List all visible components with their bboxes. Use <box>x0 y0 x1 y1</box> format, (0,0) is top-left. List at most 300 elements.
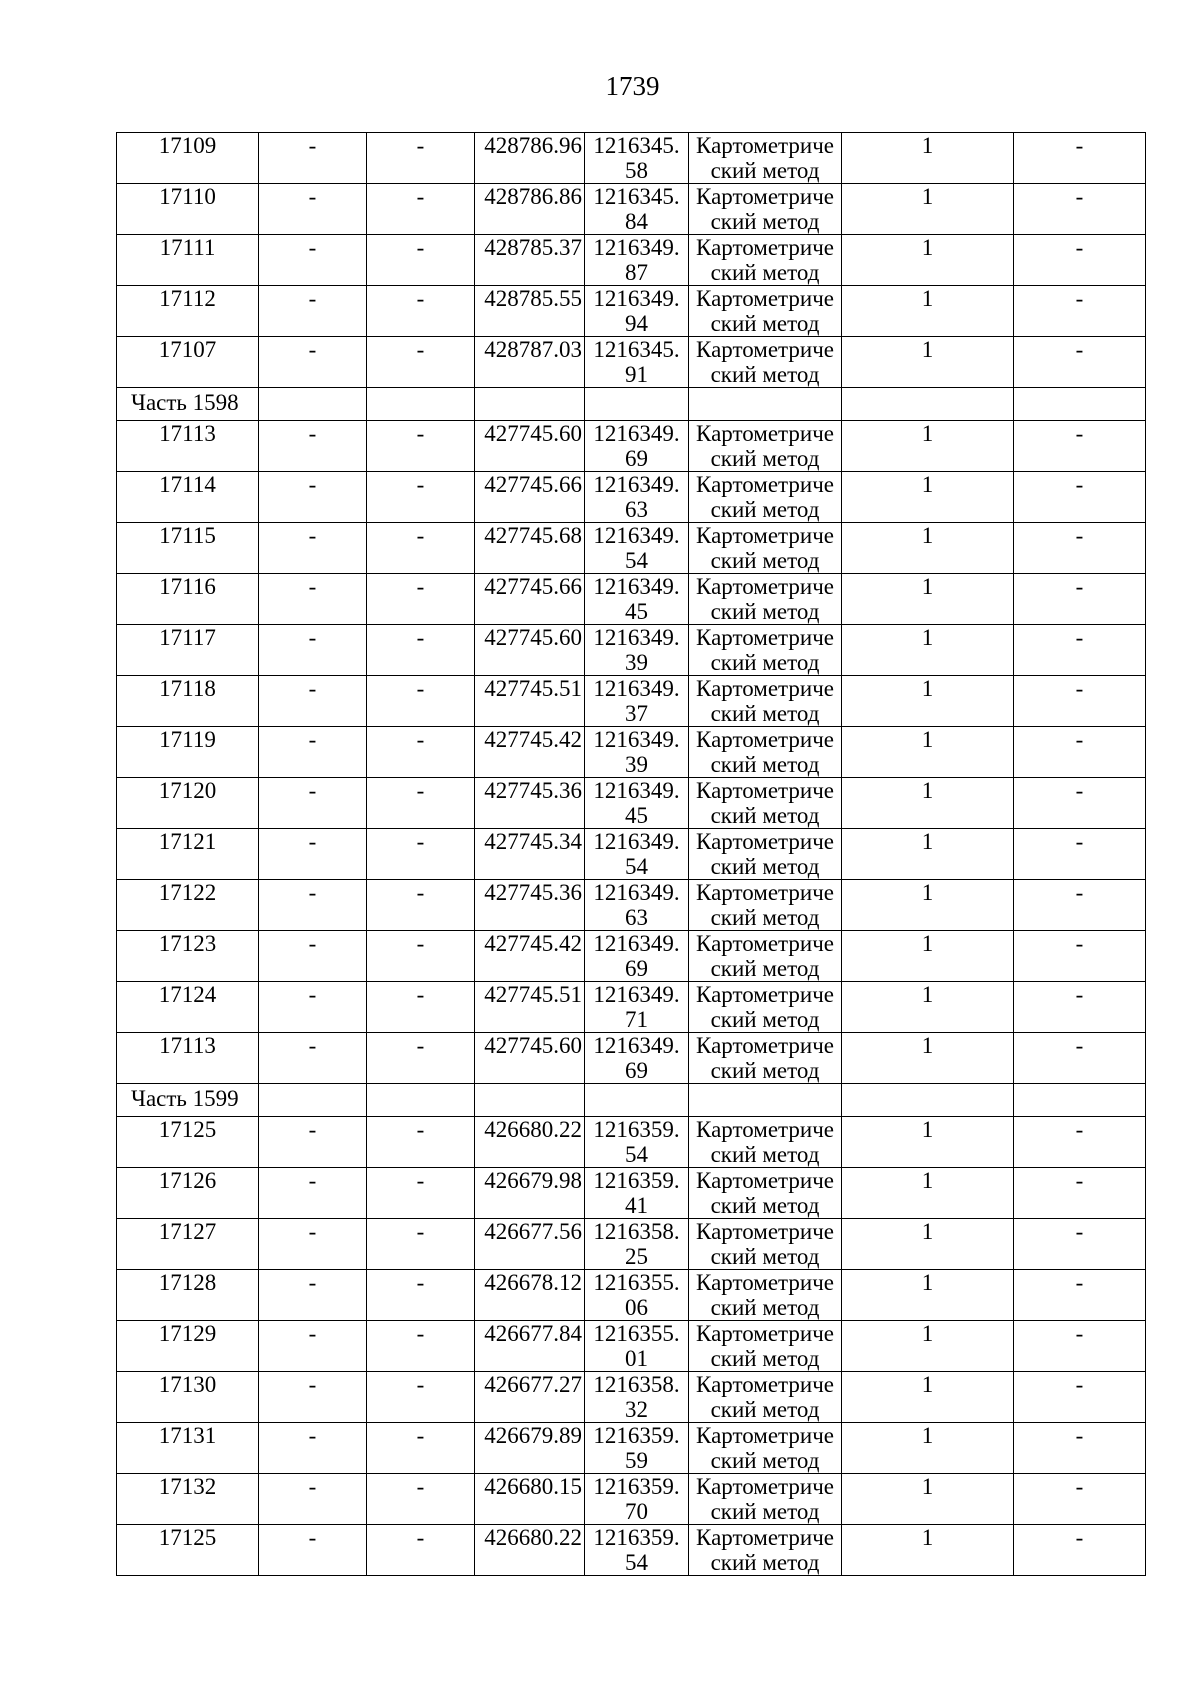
new-y-cell-line2: 69 <box>625 956 648 981</box>
table-row <box>117 1525 1146 1576</box>
new-y-cell <box>585 982 689 1033</box>
method-cell <box>689 727 842 778</box>
method-cell-line2: ский метод <box>710 260 820 285</box>
method-cell <box>689 778 842 829</box>
old-y-cell: - <box>367 1033 475 1084</box>
old-y-cell: - <box>367 1270 475 1321</box>
new-y-cell-line1: 1216349. <box>593 1033 680 1058</box>
new-y-cell <box>585 133 689 184</box>
method-cell-line1: Картометриче <box>696 1117 834 1142</box>
empty-cell <box>842 1084 1014 1117</box>
point-number: 17132 <box>117 1474 259 1525</box>
method-cell-line1: Картометриче <box>696 421 834 446</box>
old-x-cell: - <box>259 1372 367 1423</box>
new-y-cell <box>585 235 689 286</box>
method-cell <box>689 1423 842 1474</box>
table-row <box>117 1321 1146 1372</box>
table-row <box>117 523 1146 574</box>
new-y-cell-line2: 54 <box>625 854 648 879</box>
point-number: 17117 <box>117 625 259 676</box>
old-y-cell: - <box>367 829 475 880</box>
new-y-cell-line2: 91 <box>625 362 648 387</box>
description-cell: - <box>1014 133 1146 184</box>
method-cell-line2: ский метод <box>710 1295 820 1320</box>
old-x-cell: - <box>259 523 367 574</box>
new-y-cell-line2: 39 <box>625 752 648 777</box>
accuracy-cell: 1 <box>842 1219 1014 1270</box>
new-x-cell: 427745.42 <box>475 931 585 982</box>
new-y-cell-line1: 1216358. <box>593 1372 680 1397</box>
method-cell-line1: Картометриче <box>696 1321 834 1346</box>
old-x-cell: - <box>259 472 367 523</box>
new-y-cell <box>585 1525 689 1576</box>
method-cell-line1: Картометриче <box>696 880 834 905</box>
method-cell-line1: Картометриче <box>696 982 834 1007</box>
description-cell: - <box>1014 1270 1146 1321</box>
description-cell: - <box>1014 676 1146 727</box>
table-row <box>117 1423 1146 1474</box>
empty-cell <box>689 1084 842 1117</box>
old-y-cell: - <box>367 1525 475 1576</box>
empty-cell <box>367 1084 475 1117</box>
method-cell-line2: ский метод <box>710 854 820 879</box>
new-y-cell-line2: 32 <box>625 1397 648 1422</box>
old-x-cell: - <box>259 880 367 931</box>
method-cell-line1: Картометриче <box>696 1270 834 1295</box>
description-cell: - <box>1014 880 1146 931</box>
new-y-cell <box>585 337 689 388</box>
point-number: 17123 <box>117 931 259 982</box>
description-cell: - <box>1014 1372 1146 1423</box>
new-x-cell: 426680.15 <box>475 1474 585 1525</box>
point-number: 17113 <box>117 1033 259 1084</box>
new-x-cell: 427745.68 <box>475 523 585 574</box>
method-cell-line2: ский метод <box>710 311 820 336</box>
method-cell-line2: ский метод <box>710 1142 820 1167</box>
accuracy-cell: 1 <box>842 1033 1014 1084</box>
method-cell <box>689 1033 842 1084</box>
method-cell <box>689 574 842 625</box>
new-y-cell-line2: 69 <box>625 1058 648 1083</box>
old-x-cell: - <box>259 625 367 676</box>
old-x-cell: - <box>259 421 367 472</box>
new-x-cell: 427745.51 <box>475 676 585 727</box>
description-cell: - <box>1014 184 1146 235</box>
point-number: 17116 <box>117 574 259 625</box>
old-x-cell: - <box>259 1474 367 1525</box>
method-cell-line1: Картометриче <box>696 676 834 701</box>
new-y-cell-line1: 1216359. <box>593 1423 680 1448</box>
new-y-cell <box>585 574 689 625</box>
method-cell-line1: Картометриче <box>696 829 834 854</box>
description-cell: - <box>1014 421 1146 472</box>
new-y-cell-line2: 71 <box>625 1007 648 1032</box>
table-row <box>117 235 1146 286</box>
old-y-cell: - <box>367 421 475 472</box>
table-row <box>117 421 1146 472</box>
method-cell-line1: Картометриче <box>696 523 834 548</box>
description-cell: - <box>1014 1219 1146 1270</box>
accuracy-cell: 1 <box>842 184 1014 235</box>
accuracy-cell: 1 <box>842 778 1014 829</box>
accuracy-cell: 1 <box>842 286 1014 337</box>
method-cell-line2: ский метод <box>710 701 820 726</box>
new-x-cell: 426678.12 <box>475 1270 585 1321</box>
point-number: 17126 <box>117 1168 259 1219</box>
method-cell <box>689 337 842 388</box>
description-cell: - <box>1014 523 1146 574</box>
table-row <box>117 1219 1146 1270</box>
method-cell <box>689 133 842 184</box>
point-number: 17113 <box>117 421 259 472</box>
table-row <box>117 829 1146 880</box>
old-x-cell: - <box>259 1033 367 1084</box>
new-y-cell-line2: 45 <box>625 599 648 624</box>
part-label: Часть 1598 <box>117 388 259 421</box>
new-x-cell: 428785.37 <box>475 235 585 286</box>
new-y-cell <box>585 1219 689 1270</box>
new-x-cell: 426679.98 <box>475 1168 585 1219</box>
new-y-cell-line1: 1216349. <box>593 472 680 497</box>
new-y-cell <box>585 1372 689 1423</box>
new-y-cell-line2: 59 <box>625 1448 648 1473</box>
point-number: 17130 <box>117 1372 259 1423</box>
new-y-cell <box>585 676 689 727</box>
point-number: 17119 <box>117 727 259 778</box>
accuracy-cell: 1 <box>842 1117 1014 1168</box>
accuracy-cell: 1 <box>842 982 1014 1033</box>
table-row <box>117 727 1146 778</box>
old-x-cell: - <box>259 676 367 727</box>
new-y-cell-line1: 1216355. <box>593 1321 680 1346</box>
new-y-cell-line1: 1216359. <box>593 1117 680 1142</box>
new-y-cell <box>585 184 689 235</box>
method-cell-line1: Картометриче <box>696 778 834 803</box>
method-cell <box>689 1117 842 1168</box>
old-y-cell: - <box>367 574 475 625</box>
method-cell <box>689 931 842 982</box>
point-number: 17121 <box>117 829 259 880</box>
old-y-cell: - <box>367 727 475 778</box>
new-y-cell-line1: 1216358. <box>593 1219 680 1244</box>
empty-cell <box>259 388 367 421</box>
new-y-cell <box>585 727 689 778</box>
old-x-cell: - <box>259 574 367 625</box>
new-x-cell: 428787.03 <box>475 337 585 388</box>
description-cell: - <box>1014 829 1146 880</box>
accuracy-cell: 1 <box>842 421 1014 472</box>
method-cell <box>689 1321 842 1372</box>
method-cell <box>689 235 842 286</box>
description-cell: - <box>1014 574 1146 625</box>
part-header-row <box>117 1084 1146 1117</box>
coordinates-table <box>116 132 1146 1576</box>
accuracy-cell: 1 <box>842 523 1014 574</box>
description-cell: - <box>1014 727 1146 778</box>
old-y-cell: - <box>367 1321 475 1372</box>
new-y-cell-line1: 1216359. <box>593 1474 680 1499</box>
accuracy-cell: 1 <box>842 1270 1014 1321</box>
method-cell-line1: Картометриче <box>696 1168 834 1193</box>
new-y-cell <box>585 1474 689 1525</box>
method-cell <box>689 625 842 676</box>
method-cell <box>689 676 842 727</box>
old-x-cell: - <box>259 931 367 982</box>
description-cell: - <box>1014 1423 1146 1474</box>
new-x-cell: 427745.36 <box>475 880 585 931</box>
new-y-cell-line1: 1216349. <box>593 421 680 446</box>
new-y-cell-line2: 45 <box>625 803 648 828</box>
old-x-cell: - <box>259 778 367 829</box>
method-cell-line1: Картометриче <box>696 1219 834 1244</box>
old-y-cell: - <box>367 880 475 931</box>
new-y-cell-line2: 84 <box>625 209 648 234</box>
table-row <box>117 184 1146 235</box>
accuracy-cell: 1 <box>842 931 1014 982</box>
method-cell-line1: Картометриче <box>696 1423 834 1448</box>
new-y-cell <box>585 625 689 676</box>
description-cell: - <box>1014 1474 1146 1525</box>
accuracy-cell: 1 <box>842 235 1014 286</box>
old-x-cell: - <box>259 1321 367 1372</box>
new-y-cell <box>585 931 689 982</box>
new-x-cell: 427745.66 <box>475 472 585 523</box>
new-y-cell-line1: 1216345. <box>593 337 680 362</box>
new-y-cell <box>585 778 689 829</box>
method-cell-line1: Картометриче <box>696 337 834 362</box>
empty-cell <box>475 388 585 421</box>
method-cell <box>689 1270 842 1321</box>
empty-cell <box>585 1084 689 1117</box>
new-y-cell-line2: 87 <box>625 260 648 285</box>
empty-cell <box>689 388 842 421</box>
new-y-cell-line2: 06 <box>625 1295 648 1320</box>
description-cell: - <box>1014 1117 1146 1168</box>
description-cell: - <box>1014 1033 1146 1084</box>
accuracy-cell: 1 <box>842 133 1014 184</box>
new-y-cell-line2: 58 <box>625 158 648 183</box>
new-y-cell-line1: 1216349. <box>593 829 680 854</box>
method-cell-line2: ский метод <box>710 803 820 828</box>
method-cell <box>689 829 842 880</box>
old-y-cell: - <box>367 1423 475 1474</box>
new-y-cell-line1: 1216355. <box>593 1270 680 1295</box>
method-cell <box>689 1372 842 1423</box>
new-x-cell: 426679.89 <box>475 1423 585 1474</box>
description-cell: - <box>1014 982 1146 1033</box>
method-cell-line1: Картометриче <box>696 574 834 599</box>
new-x-cell: 427745.60 <box>475 421 585 472</box>
part-label: Часть 1599 <box>117 1084 259 1117</box>
new-y-cell-line2: 63 <box>625 497 648 522</box>
method-cell-line2: ский метод <box>710 1397 820 1422</box>
part-header-row <box>117 388 1146 421</box>
table-row <box>117 574 1146 625</box>
method-cell-line2: ский метод <box>710 362 820 387</box>
new-y-cell-line1: 1216359. <box>593 1525 680 1550</box>
point-number: 17131 <box>117 1423 259 1474</box>
method-cell-line1: Картометриче <box>696 1525 834 1550</box>
new-x-cell: 427745.60 <box>475 625 585 676</box>
new-y-cell-line1: 1216349. <box>593 676 680 701</box>
new-y-cell-line2: 94 <box>625 311 648 336</box>
method-cell-line2: ский метод <box>710 497 820 522</box>
new-y-cell-line1: 1216349. <box>593 523 680 548</box>
method-cell-line1: Картометриче <box>696 184 834 209</box>
empty-cell <box>1014 1084 1146 1117</box>
accuracy-cell: 1 <box>842 472 1014 523</box>
old-x-cell: - <box>259 1525 367 1576</box>
new-x-cell: 427745.51 <box>475 982 585 1033</box>
old-x-cell: - <box>259 133 367 184</box>
point-number: 17125 <box>117 1117 259 1168</box>
point-number: 17120 <box>117 778 259 829</box>
method-cell-line2: ский метод <box>710 209 820 234</box>
new-y-cell <box>585 829 689 880</box>
accuracy-cell: 1 <box>842 1423 1014 1474</box>
old-y-cell: - <box>367 1117 475 1168</box>
old-y-cell: - <box>367 1219 475 1270</box>
description-cell: - <box>1014 1525 1146 1576</box>
point-number: 17109 <box>117 133 259 184</box>
old-y-cell: - <box>367 133 475 184</box>
old-y-cell: - <box>367 931 475 982</box>
method-cell-line2: ский метод <box>710 752 820 777</box>
method-cell-line2: ский метод <box>710 1499 820 1524</box>
empty-cell <box>585 388 689 421</box>
old-x-cell: - <box>259 286 367 337</box>
new-y-cell-line1: 1216349. <box>593 778 680 803</box>
old-x-cell: - <box>259 1423 367 1474</box>
new-y-cell <box>585 1270 689 1321</box>
accuracy-cell: 1 <box>842 1168 1014 1219</box>
point-number: 17122 <box>117 880 259 931</box>
table-row <box>117 1372 1146 1423</box>
accuracy-cell: 1 <box>842 574 1014 625</box>
new-x-cell: 428786.96 <box>475 133 585 184</box>
new-y-cell-line1: 1216359. <box>593 1168 680 1193</box>
method-cell <box>689 880 842 931</box>
table-row <box>117 1474 1146 1525</box>
accuracy-cell: 1 <box>842 1372 1014 1423</box>
method-cell <box>689 1168 842 1219</box>
empty-cell <box>1014 388 1146 421</box>
empty-cell <box>842 388 1014 421</box>
point-number: 17118 <box>117 676 259 727</box>
new-x-cell: 428786.86 <box>475 184 585 235</box>
new-y-cell-line2: 39 <box>625 650 648 675</box>
method-cell-line2: ский метод <box>710 599 820 624</box>
accuracy-cell: 1 <box>842 727 1014 778</box>
method-cell-line1: Картометриче <box>696 1372 834 1397</box>
point-number: 17115 <box>117 523 259 574</box>
method-cell-line2: ский метод <box>710 650 820 675</box>
method-cell-line2: ский метод <box>710 956 820 981</box>
description-cell: - <box>1014 625 1146 676</box>
new-x-cell: 427745.66 <box>475 574 585 625</box>
old-y-cell: - <box>367 184 475 235</box>
old-y-cell: - <box>367 1372 475 1423</box>
method-cell <box>689 523 842 574</box>
method-cell <box>689 982 842 1033</box>
table-row <box>117 982 1146 1033</box>
accuracy-cell: 1 <box>842 625 1014 676</box>
new-x-cell: 427745.36 <box>475 778 585 829</box>
old-x-cell: - <box>259 235 367 286</box>
old-y-cell: - <box>367 1168 475 1219</box>
method-cell-line2: ский метод <box>710 1193 820 1218</box>
new-x-cell: 427745.34 <box>475 829 585 880</box>
point-number: 17114 <box>117 472 259 523</box>
point-number: 17127 <box>117 1219 259 1270</box>
point-number: 17112 <box>117 286 259 337</box>
table-row <box>117 625 1146 676</box>
old-x-cell: - <box>259 1168 367 1219</box>
table-row <box>117 880 1146 931</box>
method-cell <box>689 286 842 337</box>
accuracy-cell: 1 <box>842 1474 1014 1525</box>
table-body <box>117 133 1146 1576</box>
old-y-cell: - <box>367 235 475 286</box>
old-y-cell: - <box>367 337 475 388</box>
new-y-cell-line1: 1216349. <box>593 982 680 1007</box>
table-row <box>117 931 1146 982</box>
method-cell-line1: Картометриче <box>696 472 834 497</box>
description-cell: - <box>1014 286 1146 337</box>
method-cell-line1: Картометриче <box>696 235 834 260</box>
new-x-cell: 426680.22 <box>475 1117 585 1168</box>
accuracy-cell: 1 <box>842 829 1014 880</box>
point-number: 17111 <box>117 235 259 286</box>
description-cell: - <box>1014 931 1146 982</box>
method-cell-line1: Картометриче <box>696 625 834 650</box>
description-cell: - <box>1014 1321 1146 1372</box>
table-row <box>117 1168 1146 1219</box>
method-cell <box>689 184 842 235</box>
new-y-cell <box>585 1117 689 1168</box>
table-row <box>117 472 1146 523</box>
table-row <box>117 337 1146 388</box>
new-y-cell-line2: 54 <box>625 1142 648 1167</box>
old-x-cell: - <box>259 337 367 388</box>
point-number: 17110 <box>117 184 259 235</box>
old-y-cell: - <box>367 625 475 676</box>
page-number: 1739 <box>605 71 660 101</box>
accuracy-cell: 1 <box>842 1525 1014 1576</box>
old-y-cell: - <box>367 676 475 727</box>
table-row <box>117 1270 1146 1321</box>
description-cell: - <box>1014 1168 1146 1219</box>
method-cell <box>689 1219 842 1270</box>
new-y-cell-line2: 54 <box>625 548 648 573</box>
new-y-cell-line1: 1216349. <box>593 727 680 752</box>
method-cell-line2: ский метод <box>710 1007 820 1032</box>
method-cell-line2: ский метод <box>710 1058 820 1083</box>
old-y-cell: - <box>367 1474 475 1525</box>
accuracy-cell: 1 <box>842 337 1014 388</box>
method-cell-line2: ский метод <box>710 1550 820 1575</box>
new-y-cell-line1: 1216345. <box>593 184 680 209</box>
new-y-cell <box>585 421 689 472</box>
new-x-cell: 426677.56 <box>475 1219 585 1270</box>
new-y-cell <box>585 1423 689 1474</box>
method-cell-line2: ский метод <box>710 1346 820 1371</box>
table-row <box>117 676 1146 727</box>
method-cell <box>689 1525 842 1576</box>
new-x-cell: 427745.42 <box>475 727 585 778</box>
method-cell <box>689 1474 842 1525</box>
new-y-cell-line2: 41 <box>625 1193 648 1218</box>
